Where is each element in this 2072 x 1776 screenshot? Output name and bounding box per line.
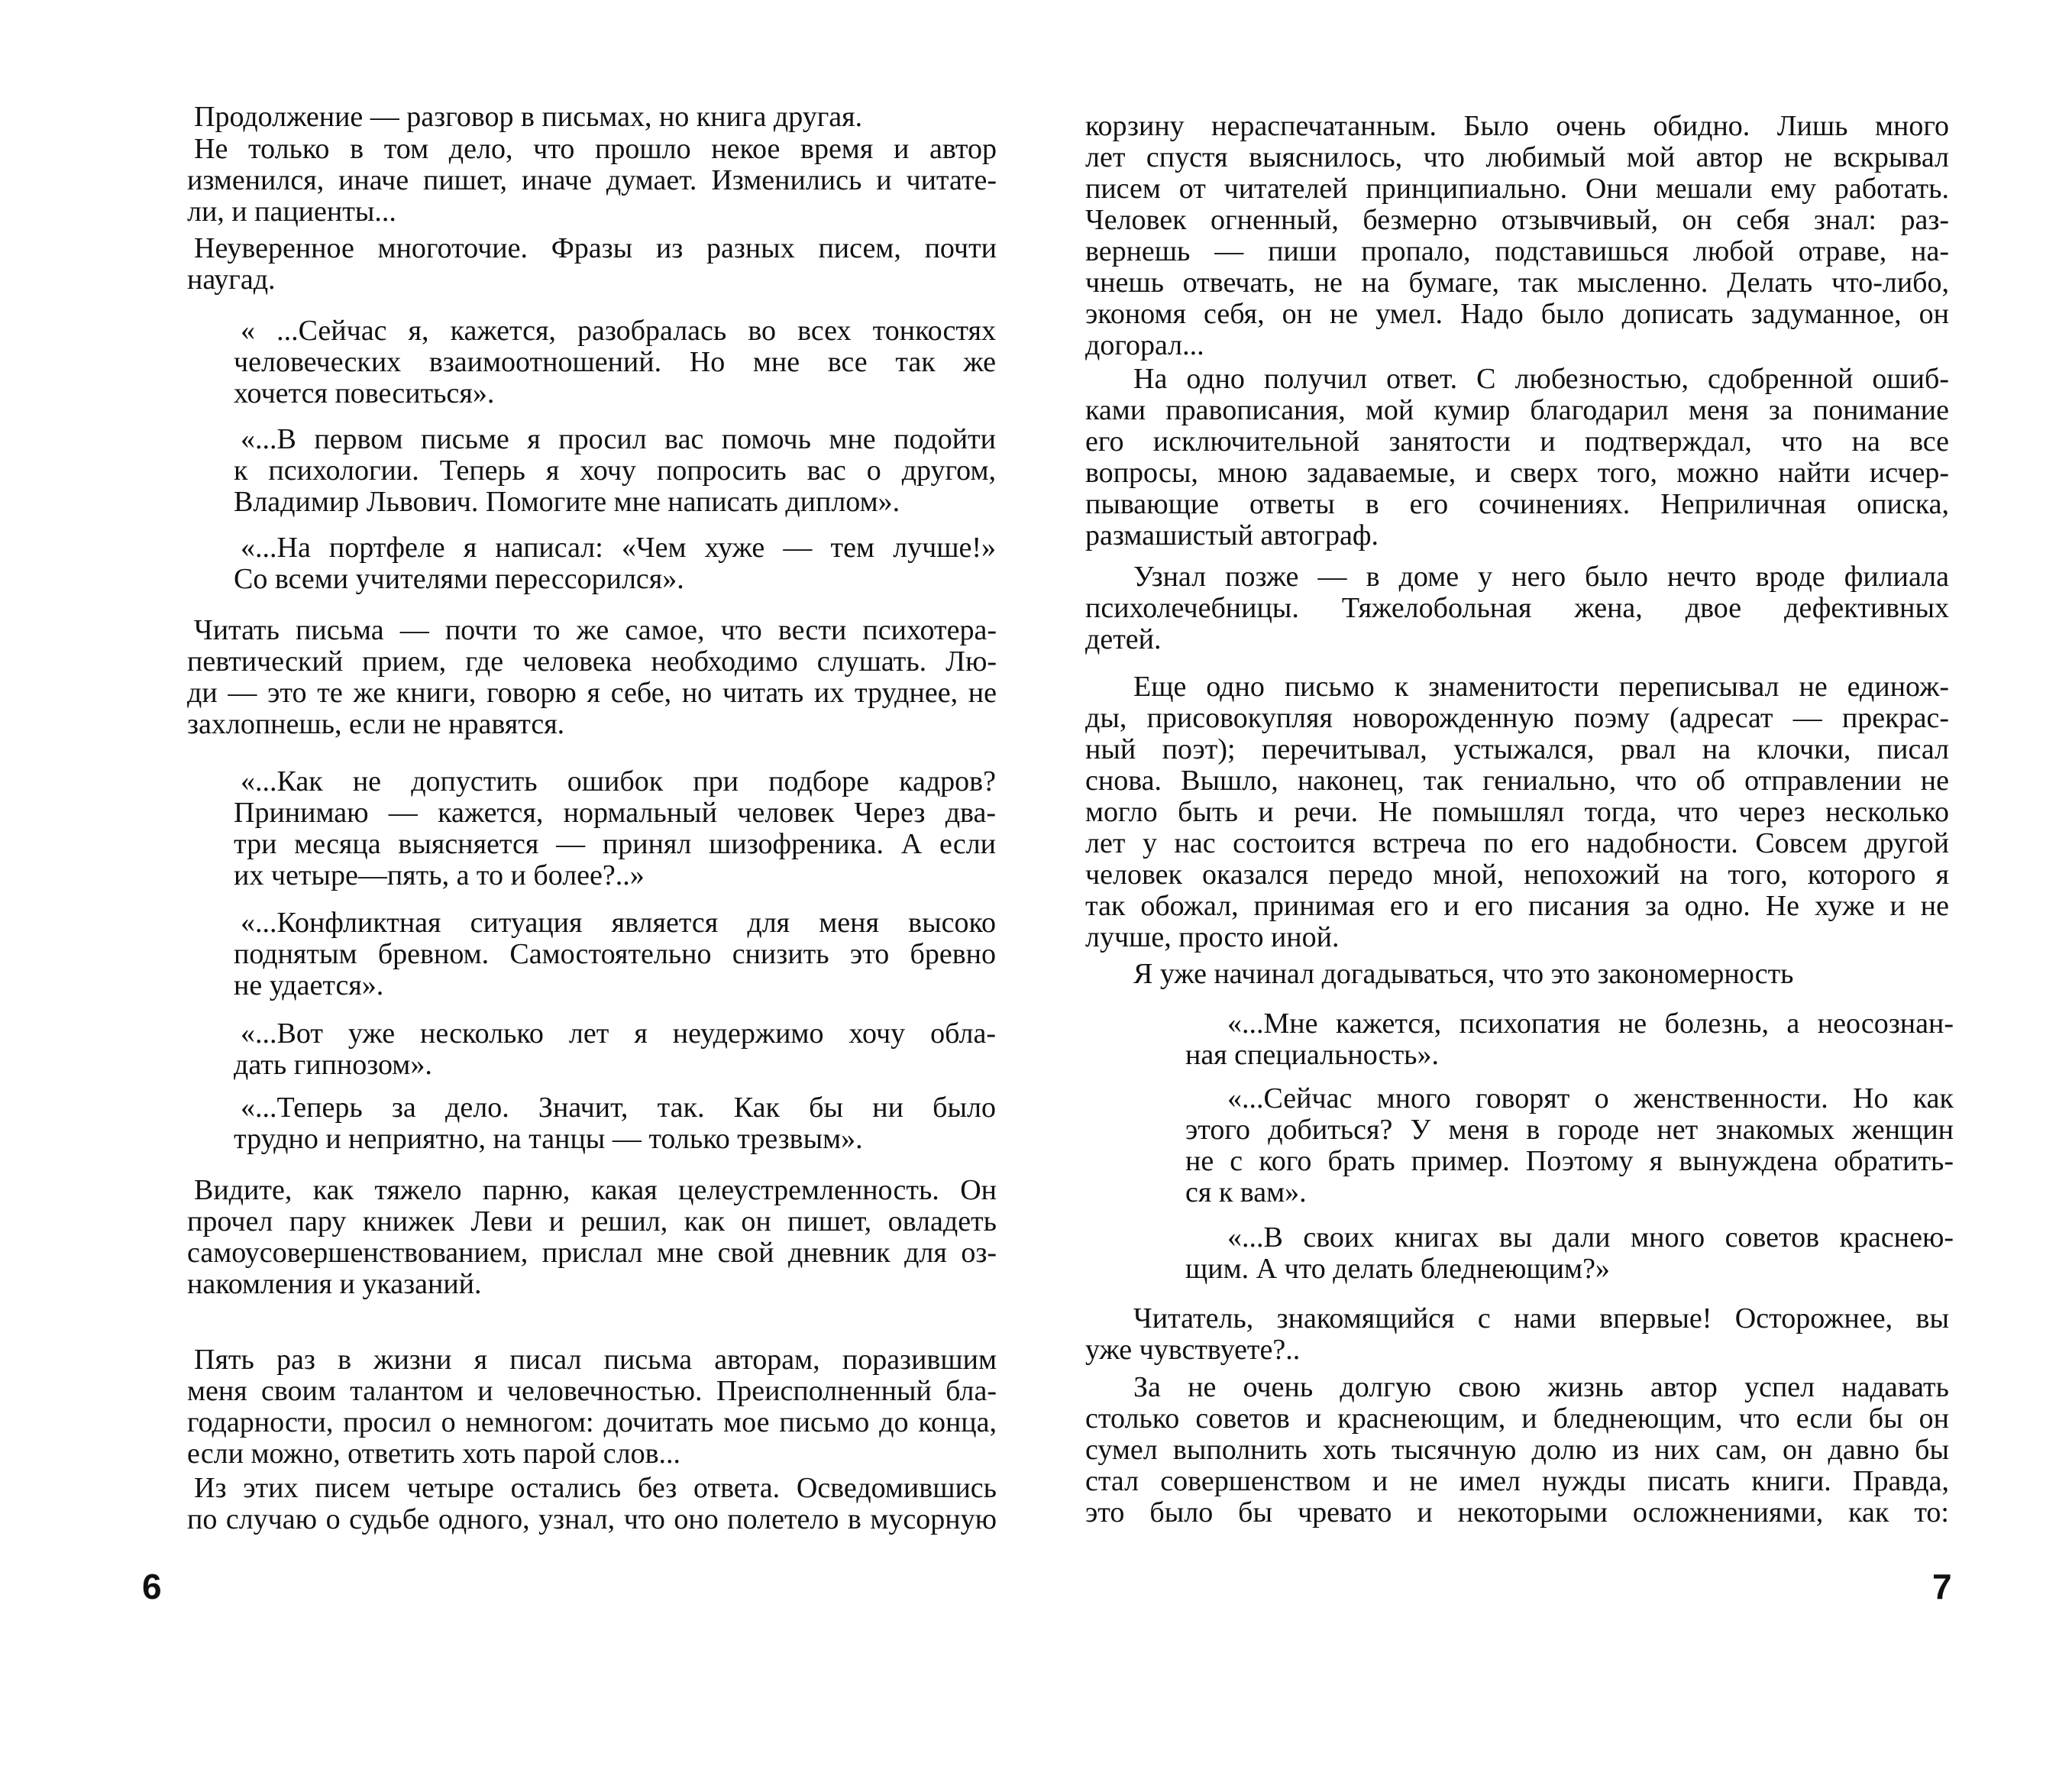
text-line: «...В первом письме я просил вас помочь мне подойти <box>241 423 996 455</box>
text-line: ды, присовокупляя новорожденную поэму (адресат — прекрас- <box>1085 702 1949 734</box>
text-line: «...На портфеле я написал: «Чем хуже — тем лучше!» <box>241 532 996 564</box>
text-line: Не только в том дело, что прошло некое время и автор <box>194 133 997 165</box>
text-line: лет спустя выяснилось, что любимый мой автор не вскрывал <box>1085 141 1949 173</box>
text-line: могло быть и речи. Не помышлял тогда, что через несколько <box>1085 796 1949 828</box>
text-line: ди — это те же книги, говорю я себе, но читать их труднее, не <box>187 677 997 709</box>
text-line: Видите, как тяжело парню, какая целеустремленность. Он <box>194 1174 997 1206</box>
text-line: Читать письма — почти то же самое, что вести психотера- <box>194 614 997 646</box>
text-line: Я уже начинал догадываться, что это закономерность <box>1133 958 1794 990</box>
text-line: щим. А что делать бледнеющим?» <box>1185 1253 1610 1285</box>
text-line: детей. <box>1085 623 1162 655</box>
text-line: если можно, ответить хоть парой слов... <box>187 1438 681 1470</box>
text-line: корзину нераспечатанным. Было очень обидно. Лишь много <box>1085 110 1949 142</box>
text-line: На одно получил ответ. С любезностью, сдобренной ошиб- <box>1133 363 1949 395</box>
paragraph <box>1085 111 1949 361</box>
text-line: Со всеми учителями перессорился». <box>234 563 684 595</box>
text-line: догорал... <box>1085 329 1204 361</box>
letter-quote <box>234 315 996 409</box>
text-line: ный поэт); перечитывал, устыжался, рвал на клочки, писал <box>1085 733 1949 765</box>
paragraph <box>1085 1372 1949 1529</box>
text-line: меня своим талантом и человечностью. Преисполненный бла- <box>187 1375 997 1407</box>
text-line: Продолжение — разговор в письмах, но книга другая. <box>194 101 863 133</box>
text-line: «...В своих книгах вы дали много советов краснею- <box>1227 1221 1954 1254</box>
text-line: годарности, просил о немногом: дочитать мое письмо до конца, <box>187 1406 997 1438</box>
paragraph <box>187 134 997 228</box>
paragraph <box>187 233 997 296</box>
text-line: поднятым бревном. Самостоятельно снизить это бревно <box>234 938 996 970</box>
text-line: трудно и неприятно, на танцы — только трезвым». <box>234 1123 863 1155</box>
text-line: Человек огненный, безмерно отзывчивый, он себя знал: раз- <box>1085 204 1949 236</box>
letter-quote <box>234 1018 996 1081</box>
text-line: его исключительной занятости и подтверждал, что на все <box>1085 425 1949 458</box>
text-line: ками правописания, мой кумир благодарил меня за понимание <box>1085 394 1949 426</box>
text-line: вопросы, мною задаваемые, и сверх того, можно найти исчер- <box>1085 457 1949 489</box>
paragraph <box>1085 364 1949 552</box>
paragraph <box>1085 671 1949 953</box>
text-line: Владимир Львович. Помогите мне написать диплом». <box>234 486 900 518</box>
text-line: чнешь отвечать, не на бумаге, так мысленно. Делать что-либо, <box>1085 267 1949 299</box>
page-number: 7 <box>1932 1567 1952 1606</box>
paragraph <box>187 102 997 133</box>
text-line: певтический прием, где человека необходимо слушать. Лю- <box>187 645 997 678</box>
letter-quote <box>1185 1008 1954 1071</box>
text-line: это было бы чревато и некоторыми осложнениями, как то: <box>1085 1496 1949 1529</box>
letter-quote <box>1185 1222 1954 1285</box>
letter-quote <box>234 1092 996 1155</box>
text-line: Пять раз в жизни я писал письма авторам, поразившим <box>194 1344 997 1376</box>
text-line: этого добиться? У меня в городе нет знакомых женщин <box>1185 1114 1954 1146</box>
text-line: ли, и пациенты... <box>187 196 396 228</box>
text-line: наугад. <box>187 264 276 296</box>
text-line: не удается». <box>234 969 384 1001</box>
letter-quote <box>234 424 996 518</box>
text-line: не с кого брать пример. Поэтому я вынуждена обратить- <box>1185 1145 1954 1177</box>
text-line: «...Как не допустить ошибок при подборе кадров? <box>241 765 996 797</box>
text-line: «...Вот уже несколько лет я неудержимо хочу обла- <box>241 1017 996 1050</box>
letter-quote <box>1185 1083 1954 1208</box>
text-line: ная специальность». <box>1185 1039 1439 1071</box>
letter-quote <box>234 907 996 1001</box>
text-line: «...Теперь за дело. Значит, так. Как бы ни было <box>241 1092 996 1124</box>
text-line: столько советов и краснеющим, и бледнеющим, что если бы он <box>1085 1402 1949 1435</box>
paragraph <box>1085 1303 1949 1366</box>
text-line: человеческих взаимоотношений. Но мне все так же <box>234 346 996 378</box>
text-line: Принимаю — кажется, нормальный человек Через два- <box>234 797 996 829</box>
text-line: дать гипнозом». <box>234 1049 432 1081</box>
text-line: писем от читателей принципиально. Они мешали ему работать. <box>1085 173 1949 205</box>
paragraph <box>187 1473 997 1535</box>
text-line: Неуверенное многоточие. Фразы из разных писем, почти <box>194 232 997 264</box>
text-line: Еще одно письмо к знаменитости переписывал не единож- <box>1133 671 1949 703</box>
text-line: прочел пару книжек Леви и решил, как он пишет, овладеть <box>187 1205 997 1237</box>
text-line: вернешь — пиши пропало, подставишься любой отраве, на- <box>1085 235 1949 267</box>
text-line: так обожал, принимая его и его писания за одно. Не хуже и не <box>1085 890 1949 922</box>
text-line: За не очень долгую свою жизнь автор успел надавать <box>1133 1371 1949 1403</box>
text-line: « ...Сейчас я, кажется, разобралась во всех тонкостях <box>241 315 996 347</box>
letter-quote <box>234 766 996 891</box>
text-line: лет у нас состоится встреча по его надобности. Совсем другой <box>1085 827 1949 859</box>
text-line: человек оказался передо мной, непохожий на того, которого я <box>1085 859 1949 891</box>
text-line: Узнал позже — в доме у него было нечто вроде филиала <box>1133 561 1949 593</box>
text-line: хочется повеситься». <box>234 377 495 409</box>
text-line: захлопнешь, если не нравятся. <box>187 708 565 740</box>
text-line: сумел выполнить хоть тысячную долю из них сам, он давно бы <box>1085 1434 1949 1466</box>
text-line: «...Сейчас много говорят о женственности. Но как <box>1227 1082 1954 1114</box>
text-line: экономя себя, он не умел. Надо было дописать задуманное, он <box>1085 298 1949 330</box>
text-line: снова. Вышло, наконец, так гениально, что об отправлении не <box>1085 765 1949 797</box>
text-line: уже чувствуете?.. <box>1085 1334 1301 1366</box>
text-line: лучше, просто иной. <box>1085 921 1340 953</box>
text-line: «...Конфликтная ситуация является для меня высоко <box>241 907 996 939</box>
text-line: самоусовершенствованием, прислал мне свой дневник для оз- <box>187 1237 997 1269</box>
text-line: накомления и указаний. <box>187 1268 482 1300</box>
text-line: пывающие ответы в его сочинениях. Неприличная описка, <box>1085 488 1949 520</box>
paragraph <box>187 615 997 740</box>
text-line: «...Мне кажется, психопатия не болезнь, а неосознан- <box>1227 1008 1954 1040</box>
text-line: их четыре—пять, а то и более?..» <box>234 859 645 891</box>
text-line: к психологии. Теперь я хочу попросить вас о другом, <box>234 455 996 487</box>
text-line: психолечебницы. Тяжелобольная жена, двое дефективных <box>1085 592 1949 624</box>
text-line: Читатель, знакомящийся с нами впервые! Осторожнее, вы <box>1133 1302 1949 1334</box>
paragraph <box>187 1175 997 1300</box>
text-line: стал совершенством и не имел нужды писать книги. Правда, <box>1085 1465 1949 1497</box>
text-line: Из этих писем четыре остались без ответа. Осведомившись <box>194 1472 997 1504</box>
page-number: 6 <box>142 1567 162 1606</box>
text-line: размашистый автограф. <box>1085 519 1379 552</box>
paragraph <box>187 1344 997 1470</box>
text-line: по случаю о судьбе одного, узнал, что оно полетело в мусорную <box>187 1503 997 1535</box>
paragraph <box>1085 561 1949 655</box>
text-line: изменился, иначе пишет, иначе думает. Изменились и читате- <box>187 164 997 196</box>
letter-quote <box>234 532 996 595</box>
text-line: ся к вам». <box>1185 1176 1307 1208</box>
text-line: три месяца выясняется — принял шизофреника. А если <box>234 828 996 860</box>
paragraph <box>1085 959 1949 990</box>
